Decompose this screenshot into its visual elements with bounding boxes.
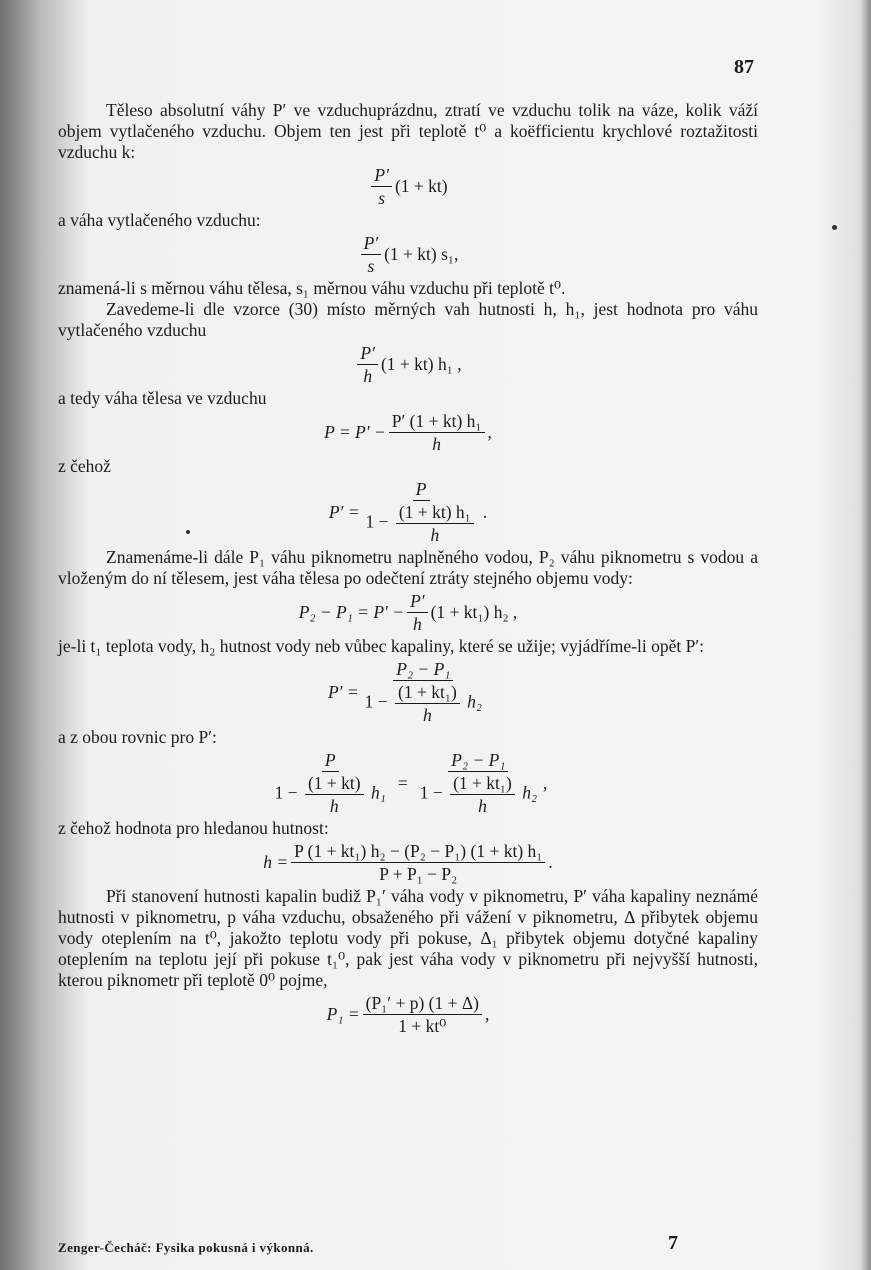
paragraph: Těleso absolutní váhy P′ ve vzduchuprázdnu, ztratí ve vzduchu tolik na váze, kolik váží objem vytlačeného vzduchu. Objem ten jest při teplotě t⁰ a koëfficientu krychlové roztažitosti vzduchu k: (58, 100, 758, 162)
paragraph: znamená-li s měrnou váhu tělesa, s₁ měrnou váhu vzduchu při teplotě t⁰. (58, 278, 566, 298)
speck-mark (186, 530, 190, 534)
paragraph: a váha vytlačeného vzduchu: (58, 210, 261, 230)
footer-citation: Zenger-Čecháč: Fysika pokusná i výkonná. (58, 1240, 314, 1255)
paragraph: z čehož hodnota pro hledanou hutnost: (58, 818, 329, 838)
formula-object-volume: $\frac{P'}{s}$ (1 + kt) (58, 165, 758, 208)
formula-pycnometer-difference: P₂ − P₁ = P′ − $\frac{P'}{h}$ (1 + kt₁) h₂ , (298, 591, 518, 634)
formula-absolute-weight-pycnometer: P′ = P₂ − P₁ 1 − $\frac{\text{(1 + kt₁)}}{h}$ h₂ (327, 659, 483, 725)
paragraph: a z obou rovnic pro P′: (58, 727, 217, 747)
paragraph: Při stanovení hutnosti kapalin budiž P₁′ váha vody v piknometru, P′ váha kapaliny neznámé hutnosti v piknometru, p váha vzduchu, obsaženého při vážení v piknometru, Δ přibytek objemu vody oteplením na t⁰, jakožto teplotu vody při pokuse, Δ₁ přibytek objemu dotyčné kapaliny oteplením na teplotu její při pokuse t₁⁰, pak jest váha vody v piknometru při nejvyšší hutnosti, kterou piknometr při teplotě 0⁰ pojme, (58, 886, 758, 990)
signature-mark: 7 (668, 1232, 678, 1254)
formula-weight-in-air: P = P′ − $\frac{\text{P′ (1 + kt) h₁}}{h}$ , (324, 411, 492, 454)
formula-displaced-air-density: $\frac{P'}{h}$ (1 + kt) h₁ , (58, 343, 758, 386)
paragraph: Zavedeme-li dle vzorce (30) místo měrných vah hutnosti h, h₁, jest hodnota pro váhu vytlačeného vzduchu (58, 299, 758, 340)
formula-density: h = $\frac{\text{P (1 + kt₁) h₂ − (P₂ − P₁) (1 + kt) h₁}}{\text{P + P₁ − P₂}}$ . (263, 841, 553, 884)
paragraph: a tedy váha tělesa ve vzduchu (58, 388, 267, 408)
formula-displaced-air-weight: $\frac{P'}{s}$ (1 + kt) s₁, (58, 233, 758, 276)
formula-absolute-weight: P′ = P 1 − $\frac{\text{(1 + kt) h₁}}{h}$ . (328, 479, 488, 545)
formula-equated: P 1 − $\frac{(1 + kt)}{h}$ h₁ = P₂ − P₁ 1 − $\frac{\text{(1 + kt₁)}}{h}$ h₂ , (274, 750, 548, 816)
page-body (58, 100, 758, 1038)
paragraph: z čehož (58, 456, 111, 476)
page-number: 87 (734, 56, 754, 78)
paragraph: je-li t₁ teplota vody, h₂ hutnost vody neb vůbec kapaliny, které se užije; vyjádříme-li opět P′: (58, 636, 705, 656)
speck-mark (832, 225, 837, 230)
formula-water-weight: P₁ = $\frac{\text{(P₁′ + p) (1 + Δ)}}{\text{1 + kt⁰}}$ , (326, 993, 490, 1036)
paragraph: Znamenáme-li dále P₁ váhu piknometru naplněného vodou, P₂ váhu piknometru s vodou a vloženým do ní tělesem, jest váha tělesa po odečtení ztráty stejného objemu vody: (58, 547, 758, 588)
